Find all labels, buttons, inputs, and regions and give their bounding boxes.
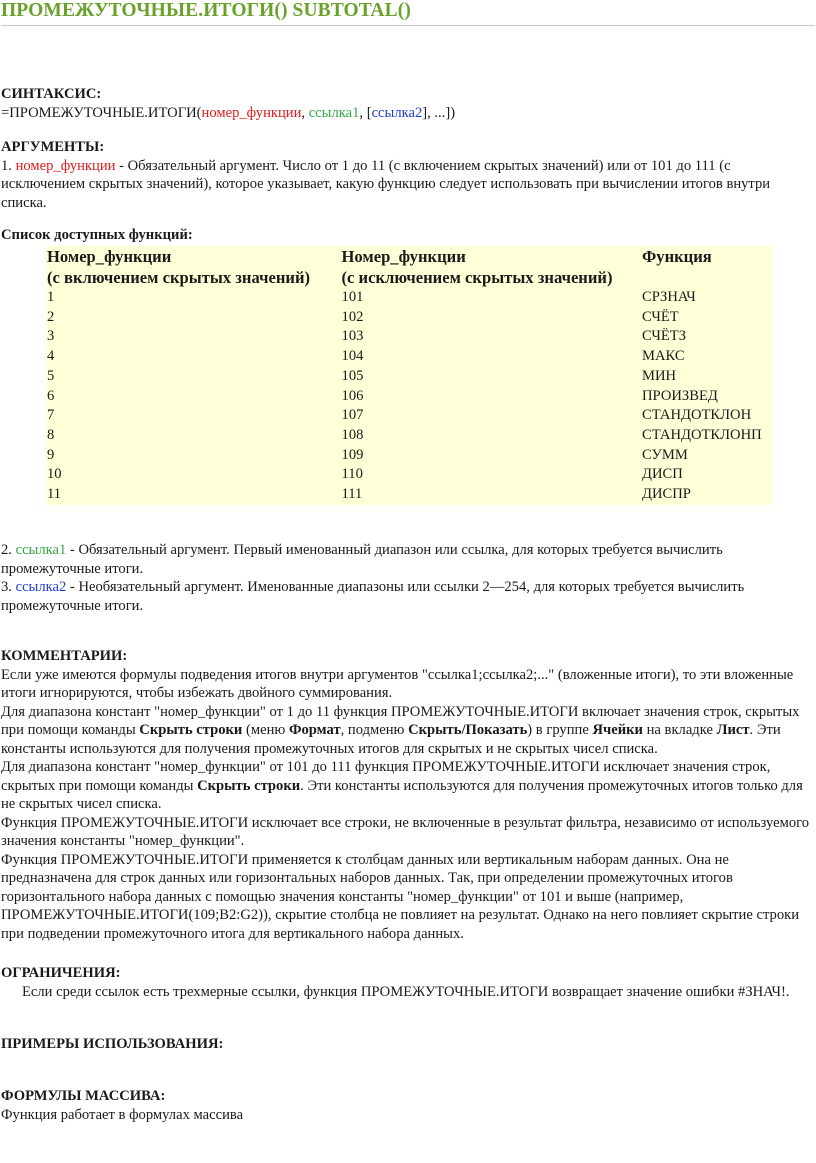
table-cell: 3 <box>47 328 55 345</box>
table-cell: МАКС <box>642 348 685 365</box>
table-cell: 104 <box>341 348 364 365</box>
table-cell: СРЗНАЧ <box>642 289 696 305</box>
table-cell: СТАНДОТКЛОН <box>642 407 752 424</box>
comment-3-bold-hide-rows: Скрыть строки <box>197 777 301 794</box>
table-cell: СУММ <box>642 446 688 463</box>
syntax-heading: СИНТАКСИС: <box>1 86 102 102</box>
header-1-line2: (с включением скрытых значений) <box>47 268 311 287</box>
table-cell: 8 <box>47 426 55 443</box>
comment-2-bold-cells: Ячейки <box>592 722 643 738</box>
comment-3-part: . Эти константы используются для получения промежуточных итогов только для не скрытых чисел списка. <box>1 777 803 812</box>
syntax-arg-ref1: ссылка1 <box>308 104 360 121</box>
header-3-line1: Функция <box>642 247 712 266</box>
comments-heading: КОММЕНТАРИИ: <box>1 648 128 664</box>
table-cell: 106 <box>341 387 364 404</box>
table-cell: 5 <box>47 367 55 384</box>
array-text: Функция работает в формулах массива <box>1 1106 244 1123</box>
table-row <box>46 426 772 446</box>
table-row <box>46 485 772 505</box>
table-row <box>46 446 772 466</box>
table-cell: МИН <box>642 367 677 384</box>
syntax-prefix: =ПРОМЕЖУТОЧНЫЕ.ИТОГИ( <box>1 104 202 121</box>
syntax-section <box>1 85 801 122</box>
comment-2-bold-format: Формат <box>288 722 341 738</box>
limits-heading: ОГРАНИЧЕНИЯ: <box>1 965 121 981</box>
argument-3-number: 3. <box>1 579 16 595</box>
table-header-cell <box>46 246 341 288</box>
table-cell: 2 <box>47 308 55 325</box>
table-header-row <box>46 246 772 288</box>
argument-1-name: номер_функции <box>15 157 116 174</box>
comment-2-bold-hide-show: Скрыть/Показать <box>408 722 528 738</box>
arguments-heading: АРГУМЕНТЫ: <box>1 139 105 155</box>
syntax-formula <box>1 104 801 123</box>
table-cell: 11 <box>47 486 62 503</box>
table-cell: 9 <box>47 446 55 463</box>
table-row <box>46 406 772 426</box>
function-table <box>46 246 772 505</box>
table-cell: 108 <box>341 426 364 443</box>
table-cell: ПРОИЗВЕД <box>642 387 718 404</box>
header-2-line1: Номер_функции <box>341 247 466 266</box>
table-cell: 4 <box>47 348 55 365</box>
table-cell: 110 <box>341 466 363 483</box>
table-cell: СЧЁТЗ <box>642 328 687 345</box>
arguments-continued <box>1 541 801 615</box>
table-header-cell <box>641 246 772 288</box>
comment-3 <box>1 758 813 814</box>
argument-3 <box>1 578 801 615</box>
table-cell: ДИСПР <box>642 486 691 503</box>
syntax-sep2: , [ <box>359 104 372 121</box>
table-cell: 103 <box>341 328 364 345</box>
argument-1 <box>1 157 801 213</box>
comment-2-part: . Эти константы используются для получения промежуточных итогов для скрытых и не скрытых чисел списка. <box>1 722 781 757</box>
header-2-line2: (с исключением скрытых значений) <box>341 268 613 287</box>
table-cell: 109 <box>341 446 364 463</box>
comment-1: Если уже имеются формулы подведения итогов внутри аргументов "ссылка1;ссылка2;..." (вложенные итоги), то эти вложенные итоги игнорируются, чтобы избежать двойного суммирования. <box>1 666 794 701</box>
table-cell: 6 <box>47 387 55 404</box>
table-header-cell <box>341 246 642 288</box>
comments-section <box>1 647 813 943</box>
table-row <box>46 465 772 485</box>
table-row <box>46 327 772 347</box>
comment-2-bold-sheet: Лист <box>716 722 750 738</box>
function-list-heading: Список доступных функций: <box>1 227 193 243</box>
table-cell: СЧЁТ <box>642 308 679 325</box>
limits-text: Если среди ссылок есть трехмерные ссылки, функция ПРОМЕЖУТОЧНЫЕ.ИТОГИ возвращает значение ошибки #ЗНАЧ!. <box>22 983 790 1000</box>
table-cell: 1 <box>47 289 55 305</box>
comment-4: Функция ПРОМЕЖУТОЧНЫЕ.ИТОГИ исключает все строки, не включенные в результат фильтра, независимо от используемого значения константы "номер_функции". <box>1 814 810 849</box>
table-cell: 105 <box>341 367 364 384</box>
table-cell: 107 <box>341 407 364 424</box>
title-divider <box>1 25 815 26</box>
table-cell: 111 <box>341 486 363 503</box>
argument-3-name: ссылка2 <box>15 579 67 595</box>
comment-5: Функция ПРОМЕЖУТОЧНЫЕ.ИТОГИ применяется к столбцам данных или вертикальным наборам данных. Она не предназначена для строк данных или горизонтальных наборов данных. Так, при определении промежуточных итогов горизонтального набора данных с помощью значения константы "номер_функции" от 101 и выше (например, ПРОМЕЖУТОЧНЫЕ.ИТОГИ(109;B2:G2)), скрытие столбца не повлияет на результат. Однако на него повлияет скрытие строки при подведении промежуточного итога для вертикального набора данных. <box>1 851 800 942</box>
table-row <box>46 347 772 367</box>
table-cell: ДИСП <box>642 466 683 483</box>
argument-1-text: - Обязательный аргумент. Число от 1 до 11 (с включением скрытых значений) или от 101 до 111 (с исключением скрытых значений), которое указывает, какую функцию следует использовать при вычислении итогов внутри списка. <box>1 157 771 211</box>
table-cell: 101 <box>341 289 364 305</box>
argument-1-number: 1. <box>1 157 16 174</box>
comment-3-part: Для диапазона констант "номер_функции" от 101 до 111 функция ПРОМЕЖУТОЧНЫЕ.ИТОГИ исключает значения строк, скрытых при помощи команды <box>1 759 771 794</box>
syntax-sep1: , <box>301 104 309 121</box>
argument-2 <box>1 541 801 578</box>
comment-2-part: , подменю <box>340 722 409 738</box>
comment-2-part: Для диапазона констант "номер_функции" от 1 до 11 функция ПРОМЕЖУТОЧНЫЕ.ИТОГИ включает значения строк, скрытых при помощи команды <box>1 703 800 738</box>
table-row <box>46 308 772 328</box>
examples-heading: ПРИМЕРЫ ИСПОЛЬЗОВАНИЯ: <box>1 1036 224 1052</box>
table-cell: 7 <box>47 407 55 424</box>
argument-2-number: 2. <box>1 542 16 558</box>
comment-2-part: (меню <box>242 722 289 738</box>
argument-2-text: - Обязательный аргумент. Первый именованный диапазон или ссылка, для которых требуется вычислить промежуточные итоги. <box>1 542 723 577</box>
table-cell: 102 <box>341 308 364 325</box>
header-1-line1: Номер_функции <box>47 247 172 266</box>
table-cell: 10 <box>47 466 62 483</box>
comment-2-part: на вкладке <box>642 722 717 738</box>
array-section <box>1 1087 801 1124</box>
syntax-suffix: ], ...]) <box>422 104 456 121</box>
comment-2 <box>1 703 813 759</box>
page-title: ПРОМЕЖУТОЧНЫЕ.ИТОГИ() SUBTOTAL() <box>1 0 411 21</box>
comment-2-bold-hide-rows: Скрыть строки <box>139 722 243 738</box>
table-row <box>46 288 772 308</box>
table-row <box>46 367 772 387</box>
table-body <box>46 288 772 505</box>
syntax-arg-ref2: ссылка2 <box>371 104 423 121</box>
table-row <box>46 387 772 407</box>
limits-section <box>1 964 801 1001</box>
argument-2-name: ссылка1 <box>15 542 67 558</box>
array-heading: ФОРМУЛЫ МАССИВА: <box>1 1088 166 1104</box>
argument-3-text: - Необязательный аргумент. Именованные диапазоны или ссылки 2—254, для которых требуется вычислить промежуточные итоги. <box>1 579 745 614</box>
comment-2-part: ) в группе <box>527 722 593 738</box>
syntax-arg-function-number: номер_функции <box>201 104 302 121</box>
table-cell: СТАНДОТКЛОНП <box>642 426 762 443</box>
arguments-section <box>1 138 801 212</box>
